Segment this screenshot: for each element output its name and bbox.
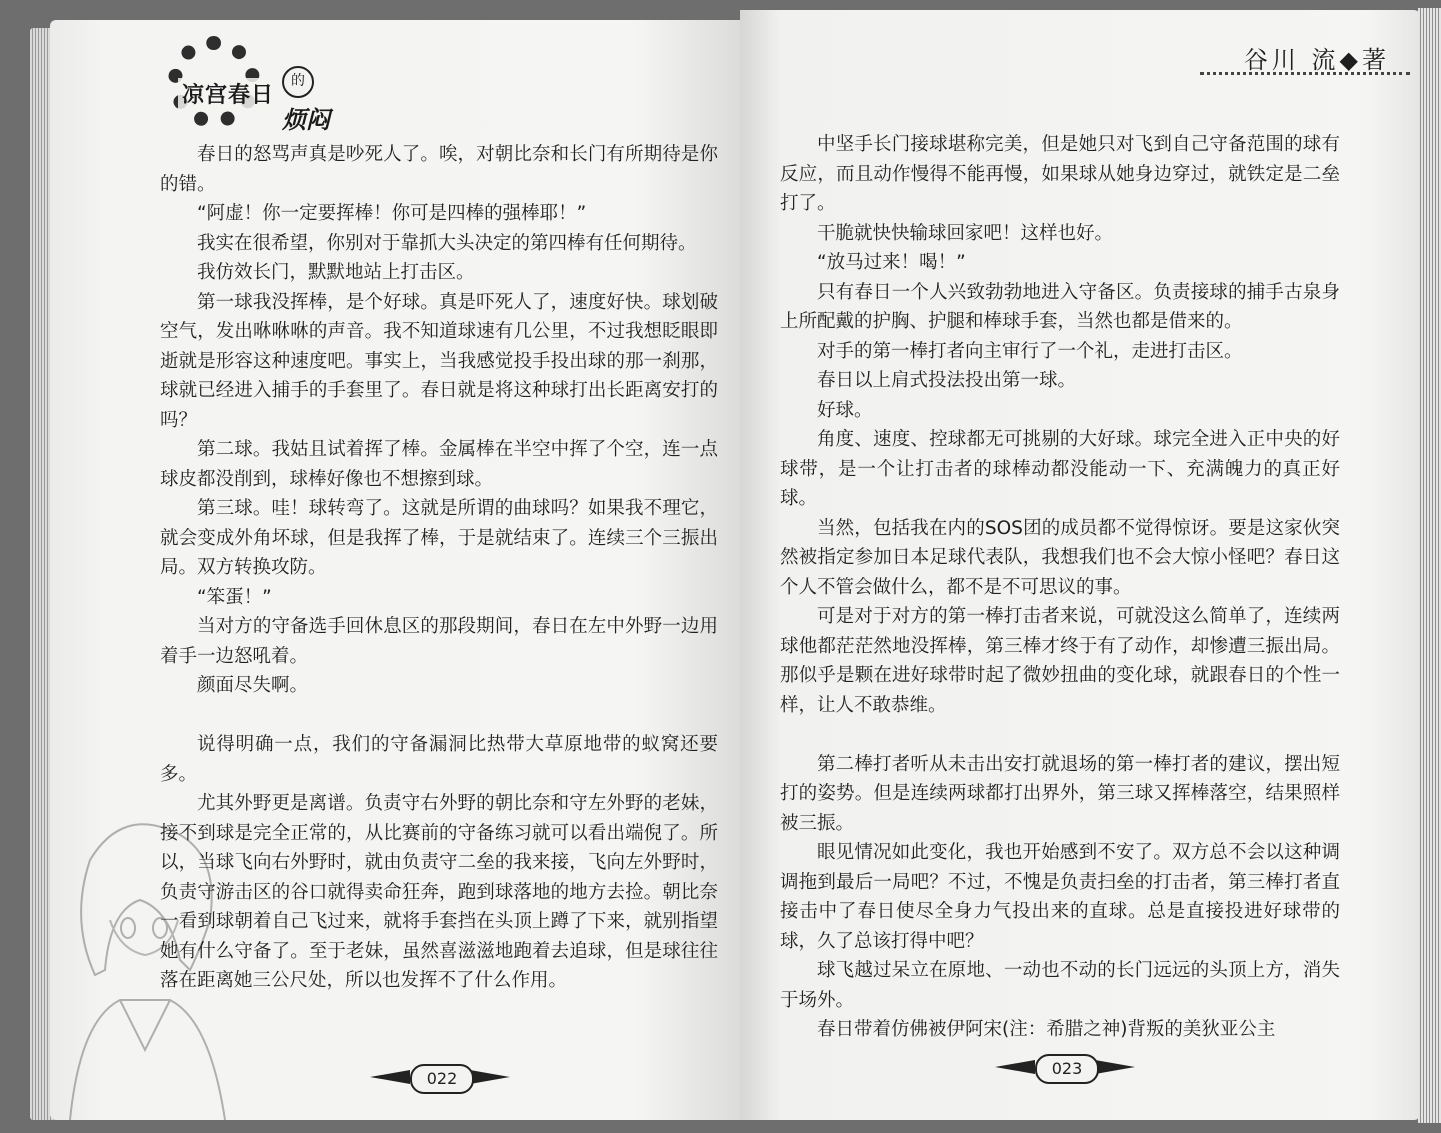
left-page-body [160,140,718,996]
paragraph: 春日以上肩式投法投出第一球。 [817,370,1077,391]
series-title: 凉宫春日 [178,78,278,109]
section-break [780,720,1340,750]
page-number-label: 022 [410,1064,474,1094]
paragraph: 角度、速度、控球都无可挑剔的大好球。球完全进入正中央的好球带，是一个让打击者的球棒动都没能动一下、充满魄力的真正好球。 [780,429,1340,509]
paragraph: 球飞越过呆立在原地、一动也不动的长门远远的头顶上方，消失于场外。 [780,960,1340,1011]
right-page [740,10,1420,1120]
paragraph: 我实在很希望，你别对于靠抓大头决定的第四棒有任何期待。 [197,232,697,254]
page-number-right [995,1050,1135,1086]
series-de-badge: 的 [282,66,314,98]
dotted-rule [1200,72,1410,75]
paragraph: 可是对于对方的第一棒打击者来说，可就没这么简单了，连续两球他都茫茫然地没挥棒，第三棒才终于有了动作，却惨遭三振出局。那似乎是颗在进好球带时起了微妙扭曲的变化球，就跟春日的个性一样，让人不敢恭维。 [780,606,1340,716]
right-page-body [780,130,1340,1045]
paragraph: 颜面尽失啊。 [197,675,309,696]
paragraph: 中坚手长门接球堪称完美，但是她只对飞到自己守备范围的球有反应，而且动作慢得不能再慢，如果球从她身边穿过，就铁定是二垒打了。 [780,134,1340,214]
series-subtitle: 烦闷 [282,106,330,134]
paragraph: 说得明确一点，我们的守备漏洞比热带大草原地带的蚁窝还要多。 [160,734,718,785]
paragraph: 春日带着仿佛被伊阿宋(注：希腊之神)背叛的美狄亚公主 [817,1019,1276,1040]
paragraph: 第一球我没挥棒，是个好球。真是吓死人了，速度好快。球划破空气，发出咻咻咻的声音。我不知道球速有几公里，不过我想眨眼即逝就是形容这种速度吧。事实上，当我感觉投手投出球的那一刹那，球就已经进入捕手的手套里了。春日就是将这种球打出长距离安打的吗？ [160,291,718,431]
series-header [110,28,350,138]
paragraph: 春日的怒骂声真是吵死人了。唉，对朝比奈和长门有所期待是你的错。 [160,144,718,195]
paragraph: 对手的第一棒打者向主审行了一个礼，走进打击区。 [817,340,1243,362]
paragraph: 第三球。哇！球转弯了。这就是所谓的曲球吗？如果我不理它，就会变成外角坏球，但是我挥了棒，于是就结束了。连续三个三振出局。双方转换攻防。 [160,498,718,578]
paragraph: 当然，包括我在内的SOS团的成员都不觉得惊讶。要是这家伙突然被指定参加日本足球代表队，我想我们也不会大惊小怪吧？春日这个人不管会做什么，都不是不可思议的事。 [780,517,1340,598]
paragraph: “笨蛋！” [197,586,272,608]
paragraph: 当对方的守备选手回休息区的那段期间，春日在左中外野一边用着手一边怒吼着。 [160,616,718,667]
paragraph: 眼见情况如此变化，我也开始感到不安了。双方总不会以这种调调拖到最后一局吧？不过，不愧是负责扫垒的打击者，第三棒打者直接击中了春日使尽全身力气投出来的直球。总是直接投进好球带的球，久了总该打得中吧？ [780,842,1340,952]
paragraph: 只有春日一个人兴致勃勃地进入守备区。负责接球的捕手古泉身上所配戴的护胸、护腿和棒球手套，当然也都是借来的。 [780,281,1340,332]
paragraph: “放马过来！喝！” [817,252,966,273]
page-stack-right [1418,8,1441,1123]
paragraph: 尤其外野更是离谱。负责守右外野的朝比奈和守左外野的老妹，接不到球是完全正常的，从比赛前的守备练习就可以看出端倪了。所以，当球飞向右外野时，就由负责守二垒的我来接，飞向左外野时，负责守游击区的谷口就得卖命狂奔，跑到球落地的地方去捡。朝比奈一看到球朝着自己飞过来，就将手套挡在头顶上蹲了下来，就别指望她有什么守备了。至于老妹，虽然喜滋滋地跑着去追球，但是球往往落在距离她三公尺处，所以也发挥不了什么作用。 [160,793,718,991]
paragraph: 干脆就快快输球回家吧！这样也好。 [817,222,1114,244]
paragraph: 好球。 [817,399,873,421]
author-header: 谷川 流◆著 [1243,46,1390,74]
section-break [160,701,718,731]
paragraph: 第二棒打者听从未击出安打就退场的第一棒打者的建议，摆出短打的姿势。但是连续两球都打出界外，第三球又挥棒落空，结果照样被三振。 [780,753,1340,834]
left-page [50,20,740,1120]
page-number-left [370,1060,510,1096]
paragraph: 第二球。我姑且试着挥了棒。金属棒在半空中挥了个空，连一点球皮都没削到，球棒好像也不想擦到球。 [160,439,718,490]
paragraph: 我仿效长门，默默地站上打击区。 [197,262,475,283]
page-number-label: 023 [1035,1054,1099,1084]
paragraph: “阿虚！你一定要挥棒！你可是四棒的强棒耶！” [197,203,587,224]
